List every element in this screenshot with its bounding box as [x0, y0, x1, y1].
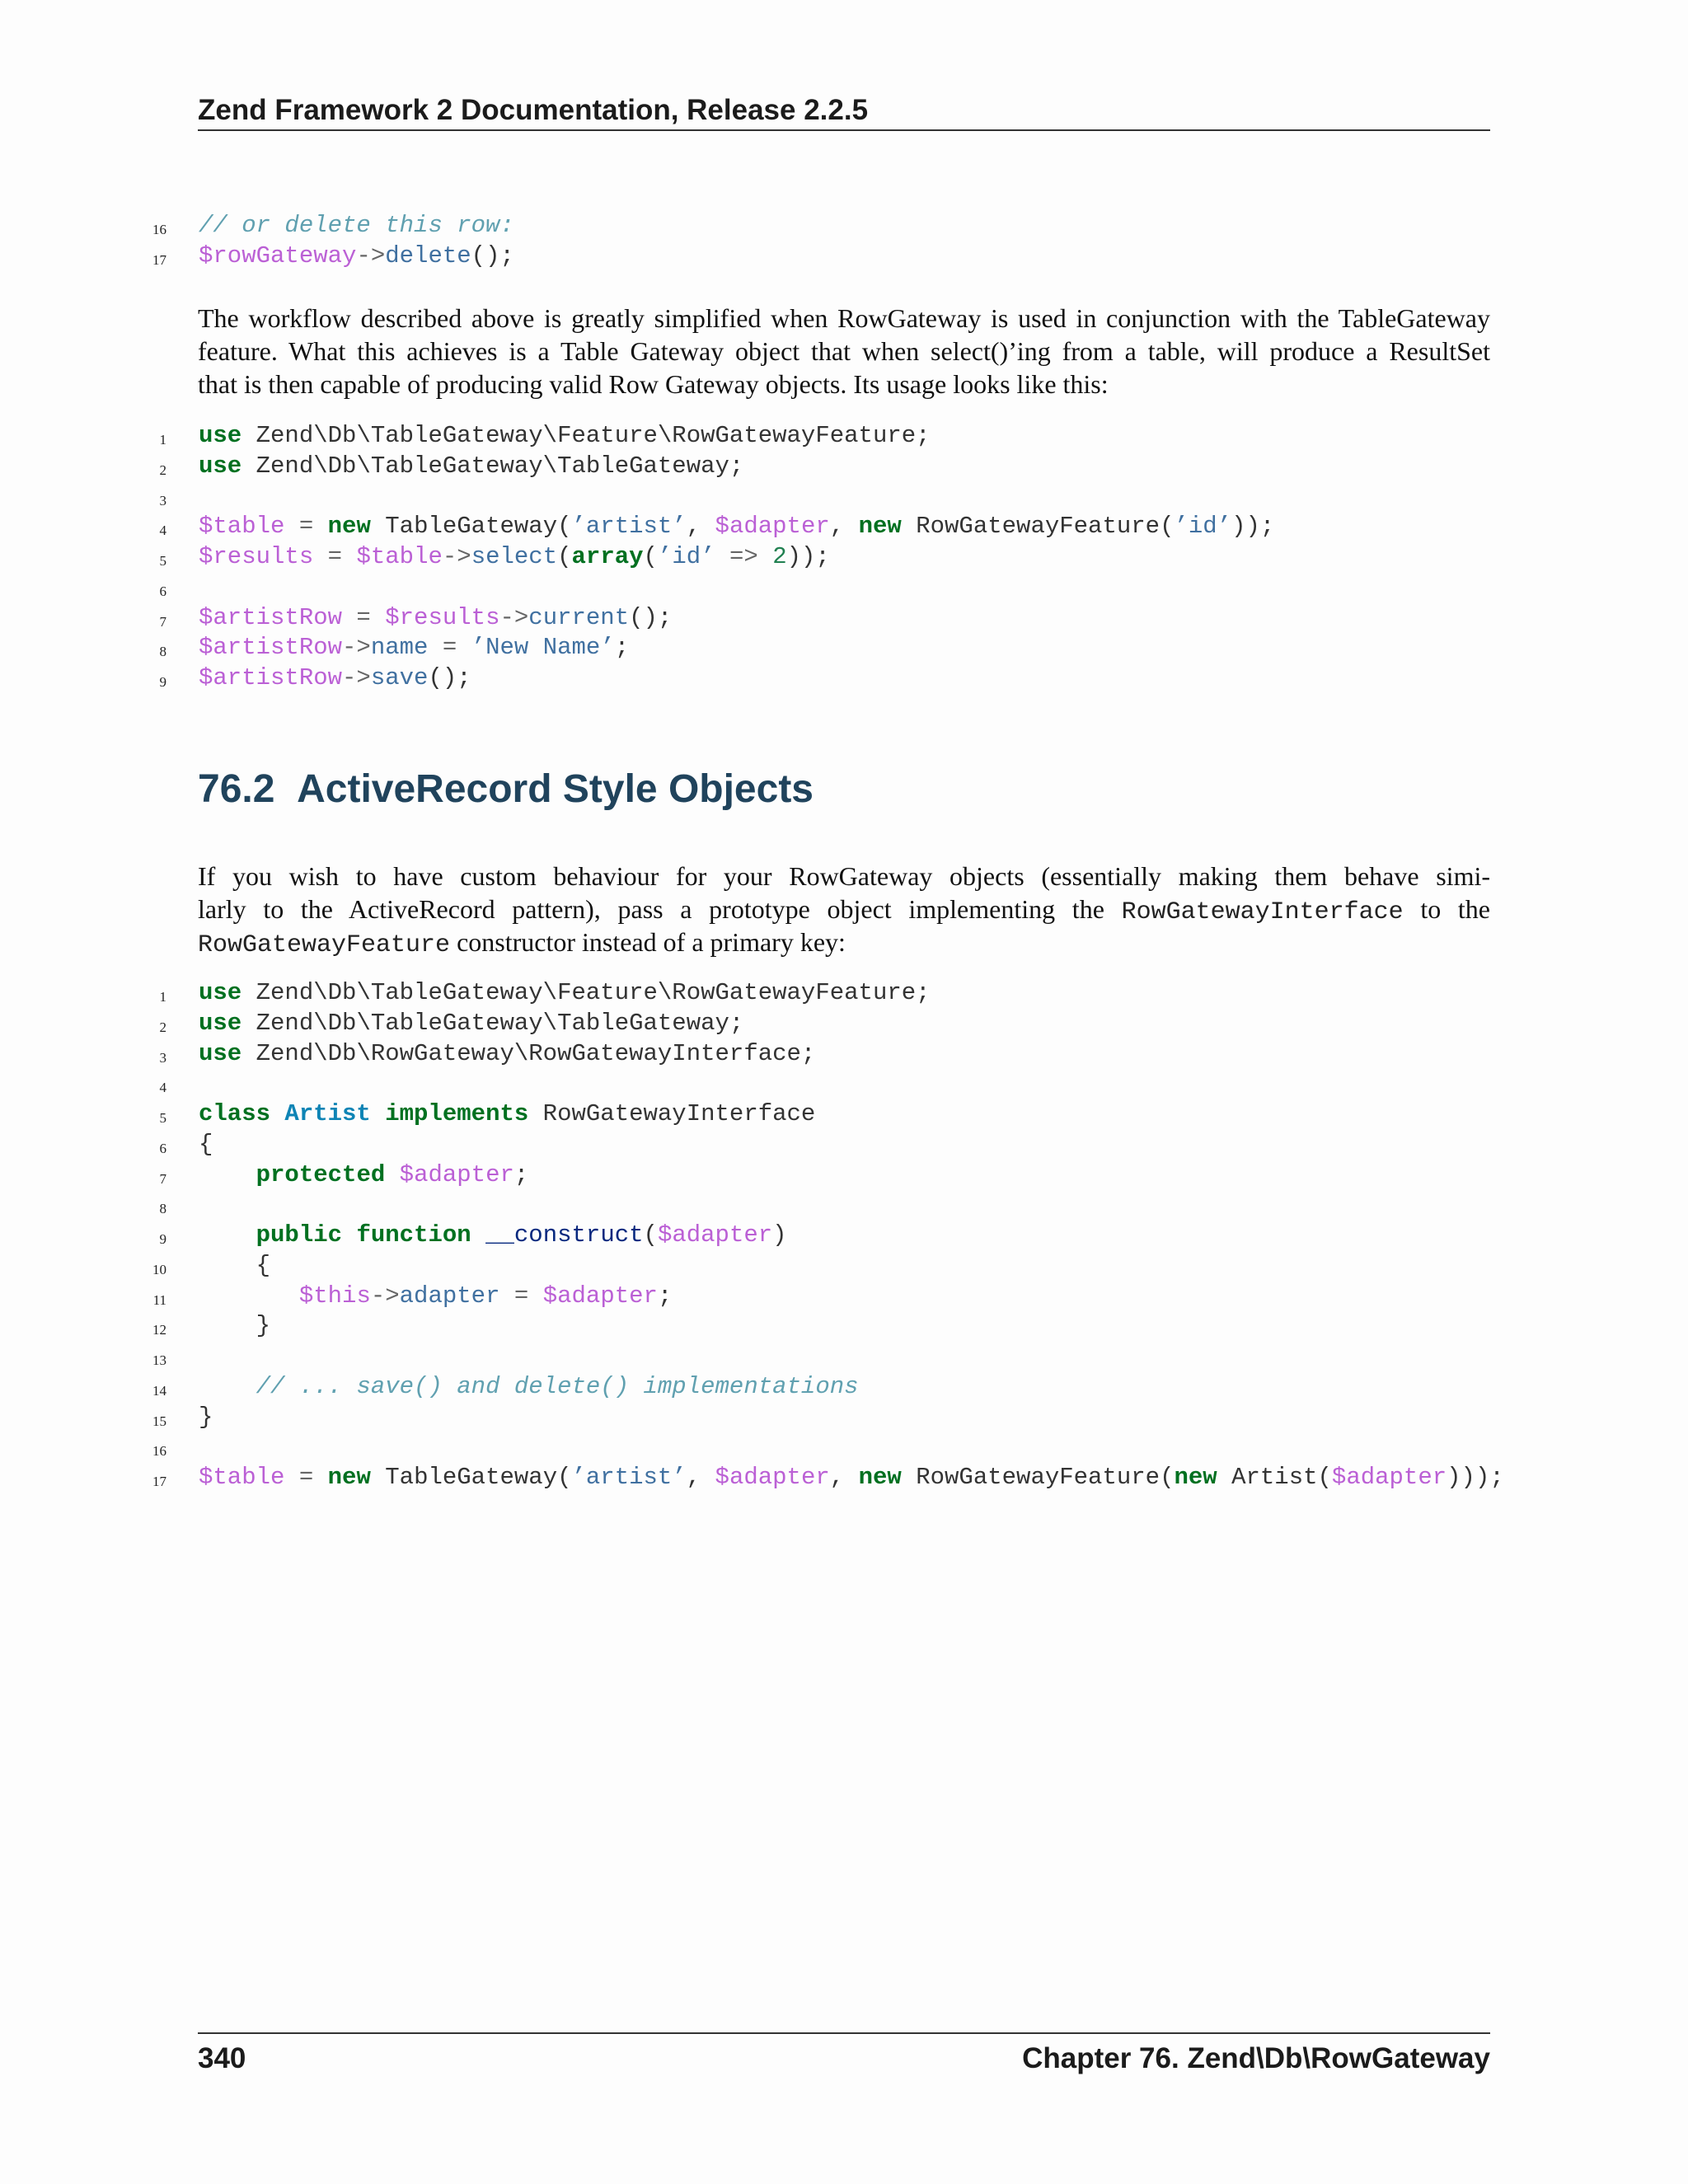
code-token	[199, 1161, 256, 1188]
code-token: save	[370, 664, 429, 691]
code-token: ->	[499, 603, 529, 631]
code-text	[199, 1221, 787, 1250]
section-heading	[198, 765, 814, 814]
code-line	[0, 1282, 1688, 1311]
code-token: =	[342, 603, 386, 631]
code-token: ->	[356, 241, 386, 269]
code-token: $artistRow	[199, 603, 343, 631]
code-token: ->	[342, 634, 371, 662]
code-token: // ... save() and delete() implementations	[256, 1372, 859, 1400]
line-number: 8	[159, 1201, 166, 1217]
code-token: ’artist’	[571, 513, 687, 541]
code-token: name	[370, 634, 429, 662]
code-token: use	[199, 1009, 242, 1037]
code-token: use	[199, 422, 242, 449]
code-token: }	[199, 1403, 213, 1431]
code-token: ));	[1231, 513, 1275, 541]
line-number: 5	[159, 1110, 166, 1126]
code-text	[199, 1039, 815, 1069]
paragraph-line: The workflow described above is greatly simplified when RowGateway is used in conjunction with the TableGateway	[198, 303, 1490, 333]
code-text	[199, 1099, 815, 1129]
code-token: TableGateway(	[370, 1464, 572, 1491]
code-token: )	[772, 1221, 787, 1249]
code-token: {	[199, 1251, 271, 1279]
line-number: 13	[152, 1352, 166, 1368]
code-token: =>	[715, 543, 773, 570]
code-token: $table	[199, 1464, 285, 1491]
code-token: ;	[657, 1282, 673, 1310]
paragraph-line	[198, 926, 1490, 958]
line-number: 15	[152, 1413, 166, 1429]
code-text	[199, 1251, 270, 1281]
paragraph-text: larly to the ActiveRecord pattern), pass a prototype object implementing the	[198, 894, 1104, 924]
code-line	[0, 603, 1688, 633]
code-token: $results	[385, 603, 500, 631]
code-token: __construct	[485, 1221, 644, 1249]
code-token	[385, 1161, 399, 1188]
code-token	[371, 1100, 385, 1127]
code-token: $artistRow	[199, 634, 343, 662]
code-token: protected	[256, 1160, 386, 1188]
code-token: Zend\Db\TableGateway\Feature\RowGatewayFeature;	[241, 422, 931, 449]
line-number: 3	[159, 492, 166, 509]
code-token: new	[327, 513, 371, 541]
line-number: 11	[152, 1291, 166, 1308]
code-token: =	[428, 634, 471, 662]
code-token	[199, 1221, 256, 1249]
code-line	[0, 1432, 1688, 1462]
code-token: Artist	[284, 1100, 371, 1127]
code-token: ,	[686, 513, 715, 541]
code-line	[0, 633, 1688, 663]
code-token: ,	[829, 513, 859, 541]
code-token	[342, 1221, 356, 1249]
code-token: $adapter	[715, 1464, 830, 1491]
code-text	[199, 211, 514, 241]
code-token: $table	[199, 513, 285, 541]
code-token: =	[284, 1464, 328, 1491]
code-token: Zend\Db\RowGateway\RowGatewayInterface;	[241, 1039, 816, 1067]
code-text	[199, 1311, 270, 1341]
line-number: 7	[159, 613, 166, 630]
code-line	[0, 1403, 1688, 1432]
code-token: // or delete this row:	[199, 212, 514, 239]
line-number: 7	[159, 1170, 166, 1187]
line-number: 2	[159, 1019, 166, 1035]
code-line	[0, 1099, 1688, 1129]
line-number: 8	[159, 644, 166, 660]
code-token	[199, 1373, 256, 1400]
code-token: current	[528, 603, 630, 631]
code-text	[199, 421, 931, 451]
footer-divider	[198, 2032, 1490, 2034]
line-number: 9	[159, 1231, 166, 1247]
code-line	[0, 1069, 1688, 1099]
code-text	[199, 1160, 528, 1190]
line-number: 16	[152, 1443, 166, 1460]
code-text	[199, 1130, 213, 1160]
code-token: ’New Name’	[471, 634, 615, 662]
page-number: 340	[198, 2042, 246, 2074]
code-text	[199, 1463, 1504, 1493]
code-line	[0, 542, 1688, 572]
code-line	[0, 1311, 1688, 1341]
code-token: ();	[471, 241, 514, 269]
code-token: ->	[342, 664, 371, 691]
paragraph-line	[198, 893, 1490, 926]
inline-code-rowgatewayfeature: RowGatewayFeature	[198, 931, 451, 959]
code-token: $adapter	[1331, 1464, 1447, 1491]
code-line	[0, 1221, 1688, 1250]
code-token: RowGatewayInterface	[528, 1100, 816, 1127]
code-token: ();	[629, 603, 673, 631]
code-line	[0, 1130, 1688, 1160]
code-token: ;	[614, 634, 630, 662]
section-title: ActiveRecord Style Objects	[297, 767, 814, 811]
line-number: 3	[159, 1049, 166, 1066]
footer-chapter-title: Chapter 76. Zend\Db\RowGateway	[1022, 2042, 1490, 2074]
code-token: ’id’	[1174, 513, 1232, 541]
code-token: $this	[298, 1282, 371, 1310]
code-token	[471, 1221, 485, 1249]
code-token: $adapter	[542, 1282, 658, 1310]
line-number: 5	[159, 553, 166, 569]
code-token: implements	[385, 1100, 529, 1127]
line-number: 1	[159, 432, 166, 448]
code-token: new	[858, 513, 902, 541]
section-number: 76.2	[198, 767, 275, 811]
code-token: class	[199, 1100, 271, 1127]
code-token: ->	[442, 543, 471, 570]
code-token: $table	[356, 543, 443, 570]
line-number: 4	[159, 523, 166, 539]
code-token: }	[199, 1312, 271, 1340]
paragraph-text: to the	[1420, 894, 1491, 924]
code-text	[199, 1403, 213, 1432]
code-text	[199, 1009, 743, 1038]
code-token	[270, 1100, 284, 1127]
code-token: ->	[370, 1282, 400, 1310]
code-token: =	[284, 513, 328, 541]
line-number: 17	[152, 251, 166, 268]
code-token: array	[571, 543, 644, 570]
code-line	[0, 663, 1688, 693]
paragraph-line: If you wish to have custom behaviour for your RowGateway objects (essentially making them behave simi-	[198, 861, 1490, 891]
code-line	[0, 573, 1688, 602]
code-token: new	[327, 1464, 371, 1491]
line-number: 10	[152, 1261, 166, 1277]
code-token: $rowGateway	[199, 241, 357, 269]
code-token: (	[643, 543, 658, 570]
code-token: public	[256, 1221, 343, 1249]
line-number: 17	[152, 1474, 166, 1489]
code-line	[0, 1160, 1688, 1190]
code-token: select	[471, 543, 558, 570]
code-text	[199, 512, 1274, 541]
code-token: function	[356, 1221, 471, 1249]
code-text	[199, 452, 743, 481]
code-token: ;	[513, 1160, 529, 1188]
code-token: 2	[772, 543, 787, 570]
code-token: RowGatewayFeature(	[901, 1464, 1175, 1491]
code-token: =	[499, 1282, 543, 1310]
code-token: (	[643, 1221, 658, 1249]
code-text	[199, 1282, 672, 1311]
code-line	[0, 482, 1688, 512]
code-text	[199, 633, 629, 663]
code-token: $adapter	[399, 1160, 514, 1188]
line-number: 6	[159, 583, 166, 599]
code-token: delete	[385, 241, 471, 269]
code-text	[199, 542, 830, 572]
line-number: 4	[159, 1080, 166, 1096]
code-token: ,	[686, 1464, 715, 1491]
line-number: 16	[152, 222, 166, 237]
code-token: Artist(	[1217, 1464, 1332, 1491]
code-token: Zend\Db\TableGateway\TableGateway;	[241, 452, 744, 480]
code-token: adapter	[399, 1282, 500, 1310]
line-number: 9	[159, 674, 166, 690]
code-token: {	[199, 1130, 213, 1158]
paragraph-text: constructor instead of a primary key:	[450, 927, 846, 957]
code-line	[0, 512, 1688, 541]
page-header-title: Zend Framework 2 Documentation, Release 2.2.5	[198, 94, 869, 126]
code-text	[199, 1372, 859, 1402]
inline-code-rowgatewayinterface: RowGatewayInterface	[1121, 898, 1404, 926]
code-token: =	[313, 543, 357, 570]
code-token	[199, 1282, 299, 1310]
code-line	[0, 421, 1688, 451]
code-token: $results	[199, 543, 314, 570]
code-token: )));	[1447, 1464, 1504, 1491]
code-token: $adapter	[715, 513, 830, 541]
code-text	[199, 978, 931, 1008]
code-text	[199, 663, 471, 693]
code-line	[0, 1463, 1688, 1493]
paragraph-line: feature. What this achieves is a Table Gateway object that when select()’ing from a table, will produce a ResultSet	[198, 336, 1490, 366]
code-token: RowGatewayFeature(	[901, 513, 1175, 541]
code-line	[0, 1342, 1688, 1371]
code-line	[0, 241, 1688, 271]
code-line	[0, 1372, 1688, 1402]
paragraph-rowgateway-workflow	[198, 302, 1490, 401]
code-token: use	[199, 979, 242, 1006]
code-token: TableGateway(	[370, 513, 572, 541]
code-text	[199, 241, 514, 271]
code-token: ();	[428, 664, 471, 691]
code-token: use	[199, 1039, 242, 1067]
paragraph-line: that is then capable of producing valid Row Gateway objects. Its usage looks like this:	[198, 369, 1109, 399]
code-line	[0, 1039, 1688, 1069]
code-token: ’artist’	[571, 1464, 687, 1491]
code-line	[0, 452, 1688, 481]
code-token: new	[858, 1464, 902, 1491]
line-number: 1	[159, 989, 166, 1005]
code-token: (	[557, 543, 572, 570]
code-token: Zend\Db\TableGateway\TableGateway;	[241, 1009, 744, 1037]
code-token: Zend\Db\TableGateway\Feature\RowGatewayFeature;	[241, 979, 931, 1006]
line-number: 6	[159, 1140, 166, 1156]
line-number: 14	[152, 1382, 166, 1399]
code-line	[0, 1251, 1688, 1281]
code-line	[0, 1190, 1688, 1220]
paragraph-activerecord	[198, 860, 1490, 958]
code-text	[199, 603, 672, 633]
line-number: 2	[159, 462, 166, 478]
code-line	[0, 978, 1688, 1008]
header-divider	[198, 129, 1490, 131]
code-line	[0, 1009, 1688, 1038]
code-token: ,	[829, 1464, 859, 1491]
code-token: $adapter	[657, 1221, 773, 1249]
code-token: new	[1174, 1464, 1217, 1491]
code-token: ));	[786, 543, 830, 570]
code-token: ’id’	[657, 543, 715, 570]
code-line	[0, 211, 1688, 241]
code-token: use	[199, 452, 242, 480]
code-token: $artistRow	[199, 664, 343, 691]
line-number: 12	[152, 1322, 166, 1338]
